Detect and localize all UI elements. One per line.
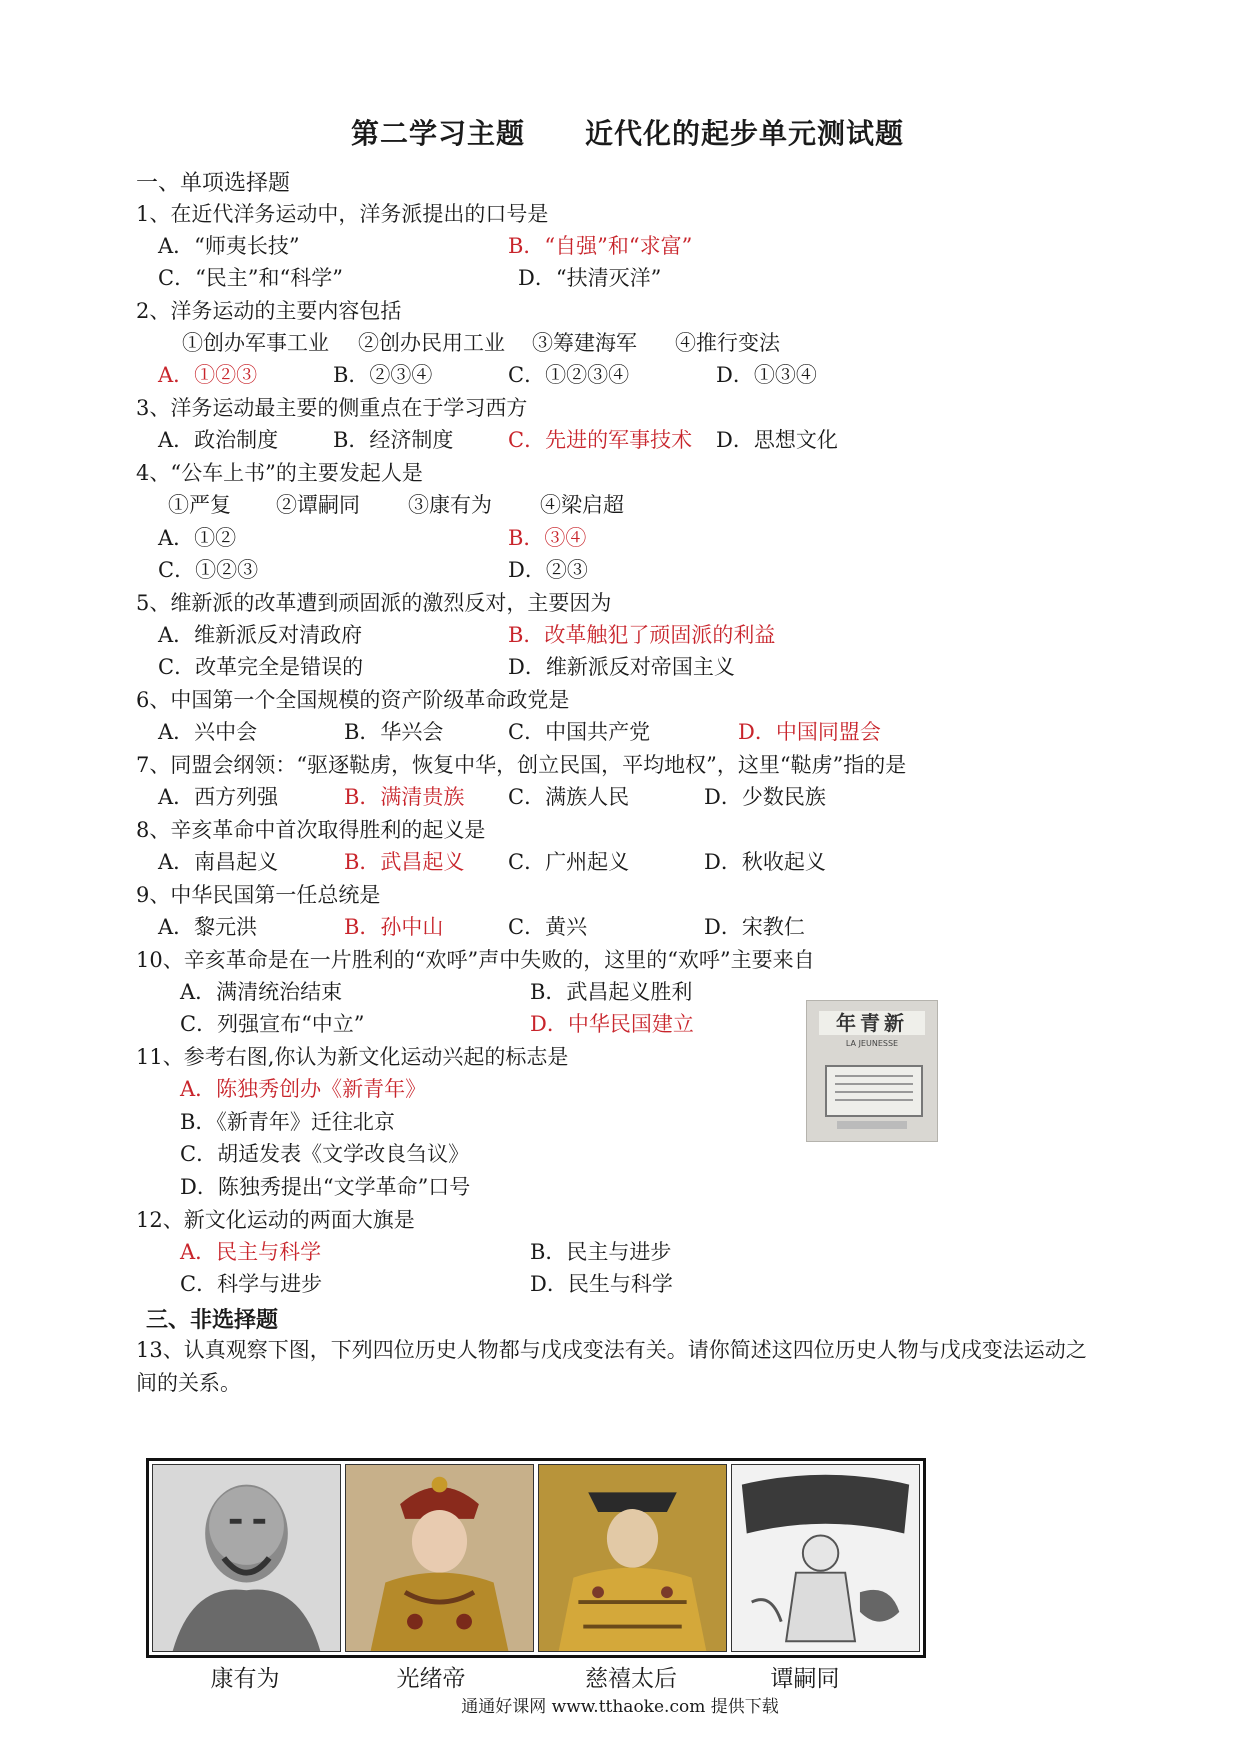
new-youth-magazine-cover-image <box>806 1000 938 1142</box>
page-title-part1: 第二学习主题 <box>351 117 526 150</box>
q4-option-b-answer: B．③④ <box>508 526 587 550</box>
q1-stem: 1、在近代洋务运动中，洋务派提出的口号是 <box>136 202 549 226</box>
new-youth-cover-portrait-box <box>825 1065 923 1117</box>
q12-option-a-answer: A．民主与科学 <box>180 1240 322 1264</box>
q9-option-b-answer: B．孙中山 <box>344 915 444 939</box>
q11-option-c: C．胡适发表《文学改良刍议》 <box>180 1142 470 1166</box>
q7-option-a: A．西方列强 <box>158 785 279 809</box>
new-youth-cover-footer <box>837 1121 907 1129</box>
q4-item-4: ④梁启超 <box>540 493 624 517</box>
caption-kang-youwei: 康有为 <box>210 1666 280 1692</box>
q6-option-c: C．中国共产党 <box>508 720 651 744</box>
q4-item-2: ②谭嗣同 <box>276 493 360 517</box>
q7-option-b-answer: B．满清贵族 <box>344 785 465 809</box>
q5-option-d: D．维新派反对帝国主义 <box>508 655 735 679</box>
q9-option-a: A．黎元洪 <box>158 915 258 939</box>
q12-option-c: C．科学与进步 <box>180 1272 323 1296</box>
q3-option-b: B．经济制度 <box>333 428 454 452</box>
q5-option-a: A．维新派反对清政府 <box>158 623 363 647</box>
q2-item-1: ①创办军事工业 <box>182 331 329 355</box>
q6-option-d-answer: D．中国同盟会 <box>738 720 881 744</box>
new-youth-cover-title: 年青新 <box>819 1011 925 1035</box>
q6-option-b: B．华兴会 <box>344 720 444 744</box>
portrait-kang-youwei <box>152 1464 341 1652</box>
q2-stem: 2、洋务运动的主要内容包括 <box>136 299 402 323</box>
q4-option-a: A．①② <box>158 526 237 550</box>
q1-option-d: D．“扶清灭洋” <box>518 266 662 290</box>
q13-stem-line1: 13、认真观察下图，下列四位历史人物都与戊戌变法有关。请你简述这四位历史人物与戊戌变法运动之 <box>136 1338 1087 1362</box>
q12-option-b: B．民主与进步 <box>530 1240 672 1264</box>
q9-option-c: C．黄兴 <box>508 915 588 939</box>
q4-option-d: D．②③ <box>508 558 588 582</box>
q3-option-c-answer: C．先进的军事技术 <box>508 428 693 452</box>
q4-item-3: ③康有为 <box>408 493 492 517</box>
section-heading-non-choice: 三、非选择题 <box>146 1307 279 1333</box>
q13-stem-line2: 间的关系。 <box>136 1371 241 1395</box>
q9-option-d: D．宋教仁 <box>704 915 805 939</box>
q7-option-c: C．满族人民 <box>508 785 630 809</box>
q2-option-a-answer: A．①②③ <box>158 363 258 387</box>
q2-option-d: D．①③④ <box>716 363 817 387</box>
page-title-part2: 近代化的起步单元测试题 <box>585 117 905 150</box>
caption-guangxu-emperor: 光绪帝 <box>396 1666 466 1692</box>
q2-option-c: C．①②③④ <box>508 363 630 387</box>
portrait-empress-dowager-cixi <box>538 1464 727 1652</box>
q9-stem: 9、中华民国第一任总统是 <box>136 883 381 907</box>
q8-option-c: C．广州起义 <box>508 850 630 874</box>
new-youth-cover-subtitle: LA JEUNESSE <box>845 1039 899 1048</box>
q4-stem: 4、“公车上书”的主要发起人是 <box>136 461 423 485</box>
portrait-guangxu-emperor <box>345 1464 534 1652</box>
caption-empress-dowager-cixi: 慈禧太后 <box>585 1666 677 1692</box>
q10-option-c: C．列强宣布“中立” <box>180 1012 365 1036</box>
q11-stem: 11、参考右图,你认为新文化运动兴起的标志是 <box>136 1045 569 1069</box>
q11-option-d: D．陈独秀提出“文学革命”口号 <box>180 1175 471 1199</box>
footer-source-line: 通通好课网 www.tthaoke.com 提供下载 <box>461 1697 779 1717</box>
portrait-tan-sitong <box>731 1464 920 1652</box>
q7-stem: 7、同盟会纲领：“驱逐鞑虏，恢复中华，创立民国，平均地权”，这里“鞑虏”指的是 <box>136 753 907 777</box>
q6-stem: 6、中国第一个全国规模的资产阶级革命政党是 <box>136 688 570 712</box>
q8-option-d: D．秋收起义 <box>704 850 826 874</box>
q2-item-2: ②创办民用工业 <box>358 331 505 355</box>
q2-item-4: ④推行变法 <box>675 331 780 355</box>
q5-option-c: C．改革完全是错误的 <box>158 655 364 679</box>
section-heading-single-choice: 一、单项选择题 <box>136 171 291 196</box>
q12-option-d: D．民生与科学 <box>530 1272 673 1296</box>
q6-option-a: A．兴中会 <box>158 720 258 744</box>
q8-stem: 8、辛亥革命中首次取得胜利的起义是 <box>136 818 486 842</box>
q5-stem: 5、维新派的改革遭到顽固派的激烈反对，主要因为 <box>136 591 612 615</box>
q2-item-3: ③筹建海军 <box>532 331 637 355</box>
q3-option-a: A．政治制度 <box>158 428 279 452</box>
q8-option-a: A．南昌起义 <box>158 850 279 874</box>
caption-tan-sitong: 谭嗣同 <box>770 1666 840 1692</box>
q2-option-b: B．②③④ <box>333 363 433 387</box>
q10-stem: 10、辛亥革命是在一片胜利的“欢呼”声中失败的，这里的“欢呼”主要来自 <box>136 948 815 972</box>
q5-option-b-answer: B．改革触犯了顽固派的利益 <box>508 623 776 647</box>
q1-option-a: A．“师夷长技” <box>158 234 300 258</box>
q10-option-d-answer: D．中华民国建立 <box>530 1012 694 1036</box>
q11-option-a-answer: A．陈独秀创办《新青年》 <box>180 1077 427 1101</box>
q1-option-c: C．“民主”和“科学” <box>158 266 344 290</box>
q1-option-b-answer: B．“自强”和“求富” <box>508 234 693 258</box>
q4-item-1: ①严复 <box>168 493 231 517</box>
q4-option-c: C．①②③ <box>158 558 259 582</box>
q10-option-a: A．满清统治结束 <box>180 980 343 1004</box>
q12-stem: 12、新文化运动的两面大旗是 <box>136 1208 415 1232</box>
q7-option-d: D．少数民族 <box>704 785 826 809</box>
q3-stem: 3、洋务运动最主要的侧重点在于学习西方 <box>136 396 528 420</box>
q11-option-b: B．《新青年》迁往北京 <box>180 1110 395 1134</box>
q10-option-b: B．武昌起义胜利 <box>530 980 693 1004</box>
q8-option-b-answer: B．武昌起义 <box>344 850 465 874</box>
historical-figures-photo-strip <box>146 1458 926 1658</box>
q3-option-d: D．思想文化 <box>716 428 838 452</box>
